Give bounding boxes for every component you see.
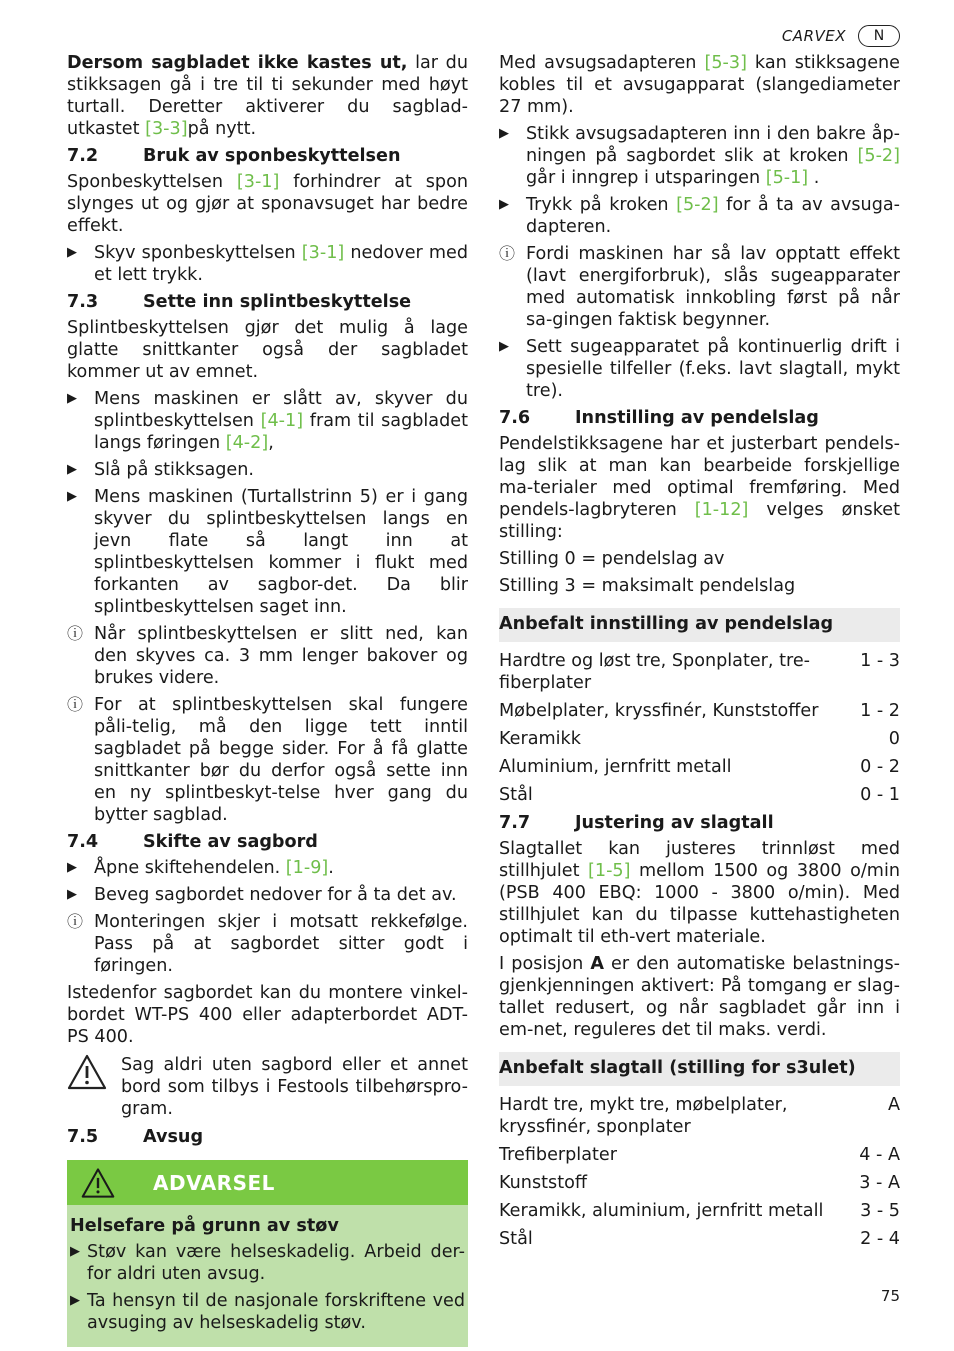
material-cell: Stål <box>499 1229 533 1249</box>
material-cell: Hardt tre, mykt tre, møbelplater, kryssfinér, sponplater <box>499 1095 788 1137</box>
bullet-item: ▶ Åpne skiftehendelen. [1-9]. <box>67 858 334 878</box>
table-heading: Anbefalt innstilling av pendelslag <box>499 608 900 642</box>
arrow-bullet-icon: ▶ <box>67 860 77 875</box>
arrow-bullet-icon: ▶ <box>499 126 509 141</box>
warning-subtitle: Helsefare på grunn av støv <box>70 1216 339 1236</box>
section-heading-7-7: 7.7 Justering av slagtall <box>499 813 774 833</box>
left-column <box>67 52 468 1347</box>
setting-cell: 2 - 4 <box>860 1229 900 1249</box>
bullet-item: ▶ Skyv sponbeskyttelsen [3-1] nedover med et lett trykk. <box>67 243 468 285</box>
table-row <box>499 1228 900 1250</box>
arrow-bullet-icon: ▶ <box>67 489 77 504</box>
warning-box-header <box>67 1160 468 1205</box>
right-column <box>499 52 900 1256</box>
paragraph: Pendelstikksagene har et justerbart pendels-lag slik at man kan bearbeide forskjellige ma-terialer med optimal fremføring. Med pendels-lagbryteren [1-12] velges ønsket stilling: <box>499 434 900 542</box>
intro-paragraph: Dersom sagbladet ikke kastes ut, lar du stikksagen gå i tre til ti sekunder med høyt turtall. Deretter aktiverer du sagblad-utkastet [3-3]på nytt. <box>67 53 468 139</box>
arrow-bullet-icon: ▶ <box>67 391 77 406</box>
bullet-item: ▶ Ta hensyn til de nasjonale forskriftene ved avsuging av helseskadelig støv. <box>70 1291 465 1333</box>
figure-ref: [5-2] <box>676 195 719 215</box>
arrow-bullet-icon: ▶ <box>499 197 509 212</box>
bullet-item: ▶ Mens maskinen (Turtallstrinn 5) er i gang skyver du splintbeskyttelsen langs en jevn flate så langt inn at splintbeskyttelsen kommer i flukt med forkanten av sagbor-det. Da blir splintbeskyttelsen saget inn. <box>67 487 468 617</box>
arrow-bullet-icon: ▶ <box>67 245 77 260</box>
section-heading-7-2: 7.2 Bruk av sponbeskyttelsen <box>67 146 401 166</box>
info-note: ⓘ For at splintbeskyttelsen skal fungere påli-telig, må den ligge tett inntil sagbladet på begge sider. For å få glatte snittkanter bør du derfor også sette inn en ny splintbeskyt-telse hver gang du bytter sagblad. <box>67 695 468 825</box>
paragraph: I posisjon A er den automatiske belastnings-gjenkjenningen aktivert: På tomgang er slag-tallet redusert, og når sagbladet går inn i em-net, reguleres det til maks. verdi. <box>499 954 900 1040</box>
info-note: ⓘ Når splintbeskyttelsen er slitt ned, kan den skyves ca. 3 mm lenger bakover og brukes videre. <box>67 624 468 688</box>
stroke-rate-table <box>499 1094 900 1250</box>
setting-cell: A <box>887 1095 900 1115</box>
setting-cell: 3 - 5 <box>860 1201 900 1221</box>
setting-cell: 1 - 2 <box>860 701 900 721</box>
bullet-item: ▶ Stikk avsugsadapteren inn i den bakre åp-ningen på sagbordet slik at kroken [5-2] går i inngrep i utsparingen [5-1] . <box>499 124 900 188</box>
warning-box-body <box>67 1205 468 1347</box>
paragraph: Med avsugsadapteren [5-3] kan stikksagene kobles til et avsugapparat (slangediameter 27 mm). <box>499 53 900 117</box>
material-cell: Hardtre og løst tre, Sponplater, tre-fiberplater <box>499 651 810 693</box>
bullet-item: ▶ Mens maskinen er slått av, skyver du splintbeskyttelsen [4-1] fram til sagbladet langs føringen [4-2], <box>67 389 468 453</box>
section-heading-7-3: 7.3 Sette inn splintbeskyttelse <box>67 292 412 312</box>
table-row <box>499 650 900 694</box>
table-row <box>499 1172 900 1194</box>
page-number: 75 <box>880 1287 900 1305</box>
table-row <box>499 1144 900 1166</box>
setting-cell: 0 - 1 <box>860 785 900 805</box>
figure-ref: [3-3] <box>145 119 188 139</box>
figure-ref: [1-9] <box>285 858 329 878</box>
setting-cell: 3 - A <box>859 1173 900 1193</box>
figure-ref: [1-5] <box>588 861 631 881</box>
warning-triangle-icon <box>67 1054 121 1120</box>
warning-triangle-icon <box>81 1167 115 1199</box>
pendulum-table <box>499 650 900 806</box>
setting-cell: 0 <box>888 729 900 749</box>
bullet-item: ▶ Sett sugeapparatet på kontinuerlig drift i spesielle tilfeller (f.eks. lavt slagtall, mykt tre). <box>499 337 900 401</box>
arrow-bullet-icon: ▶ <box>499 339 509 354</box>
info-note: ⓘ Fordi maskinen har så lav opptatt effekt (lavt energiforbruk), slås sugeapparater med automatisk innkobling først på når sa-gingen faktisk begynner. <box>499 244 900 330</box>
table-row <box>499 756 900 778</box>
table-row <box>499 700 900 722</box>
arrow-bullet-icon: ▶ <box>67 462 77 477</box>
info-icon: ⓘ <box>67 624 84 643</box>
arrow-bullet-icon: ▶ <box>67 887 77 902</box>
page-header <box>782 25 900 47</box>
table-row <box>499 728 900 750</box>
setting-cell: 0 - 2 <box>860 757 900 777</box>
info-icon: ⓘ <box>67 695 84 714</box>
language-badge: N <box>858 25 900 47</box>
figure-ref: [5-3] <box>704 53 747 73</box>
table-row <box>499 1094 900 1138</box>
arrow-bullet-icon: ▶ <box>70 1244 80 1259</box>
figure-ref: [1-12] <box>694 500 749 520</box>
section-heading-7-6: 7.6 Innstilling av pendelslag <box>499 408 819 428</box>
bullet-item: ▶ Slå på stikksagen. <box>67 460 254 480</box>
paragraph: Slagtallet kan justeres trinnløst med stillhjulet [1-5] mellom 1500 og 3800 o/min (PSB 400 EBQ: 1000 - 3800 o/min). Med stillhjulet kan du tilpasse kuttehastigheten optimalt til eth-vert materiale. <box>499 839 900 947</box>
paragraph: Splintbeskyttelsen gjør det mulig å lage glatte snittkanter også der sagbladet kommer ut av emnet. <box>67 318 468 382</box>
setting-cell: 1 - 3 <box>860 651 900 671</box>
warning-note: Sag aldri uten sagbord eller et annet bord som tilbys i Festools tilbehørspro-gram. <box>67 1054 468 1120</box>
material-cell: Stål <box>499 785 533 805</box>
section-heading-7-4: 7.4 Skifte av sagbord <box>67 832 318 852</box>
info-icon: ⓘ <box>67 912 84 931</box>
setting-cell: 4 - A <box>859 1145 900 1165</box>
table-row <box>499 784 900 806</box>
setting-line: Stilling 3 = maksimalt pendelslag <box>499 576 796 596</box>
material-cell: Kunststoff <box>499 1173 587 1193</box>
figure-ref: [3-1] <box>236 172 280 192</box>
bullet-item: ▶ Støv kan være helseskadelig. Arbeid der-for aldri uten avsug. <box>70 1242 465 1284</box>
setting-line: Stilling 0 = pendelslag av <box>499 549 725 569</box>
section-heading-7-5: 7.5 Avsug <box>67 1127 204 1147</box>
table-row <box>499 1200 900 1222</box>
paragraph: Istedenfor sagbordet kan du montere vinkel-bordet WT-PS 400 eller adapterbordet ADT-PS 400. <box>67 983 468 1047</box>
bullet-item: ▶ Beveg sagbordet nedover for å ta det av. <box>67 885 457 905</box>
figure-ref: [5-2] <box>857 146 900 166</box>
info-icon: ⓘ <box>499 244 516 263</box>
material-cell: Møbelplater, kryssfinér, Kunststoffer <box>499 701 819 721</box>
brand-name: CARVEX <box>781 27 846 45</box>
material-cell: Keramikk, aluminium, jernfritt metall <box>499 1201 824 1221</box>
figure-ref: [3-1] <box>301 243 345 263</box>
table-heading: Anbefalt slagtall (stilling for s3ulet) <box>499 1052 900 1086</box>
material-cell: Aluminium, jernfritt metall <box>499 757 732 777</box>
figure-ref: [5-1] <box>765 168 809 188</box>
arrow-bullet-icon: ▶ <box>70 1293 80 1308</box>
material-cell: Trefiberplater <box>499 1145 617 1165</box>
warning-box-title: ADVARSEL <box>153 1170 275 1195</box>
info-note: ⓘ Monteringen skjer i motsatt rekkefølge. Pass på at sagbordet sitter godt i føringen. <box>67 912 468 976</box>
bullet-item: ▶ Trykk på kroken [5-2] for å ta av avsuga-dapteren. <box>499 195 900 237</box>
figure-ref: [4-2] <box>225 433 269 453</box>
figure-ref: [4-1] <box>260 411 304 431</box>
material-cell: Keramikk <box>499 729 581 749</box>
paragraph: Sponbeskyttelsen [3-1] forhindrer at spon slynges ut og gjør at sponavsuget har bedre effekt. <box>67 172 468 236</box>
